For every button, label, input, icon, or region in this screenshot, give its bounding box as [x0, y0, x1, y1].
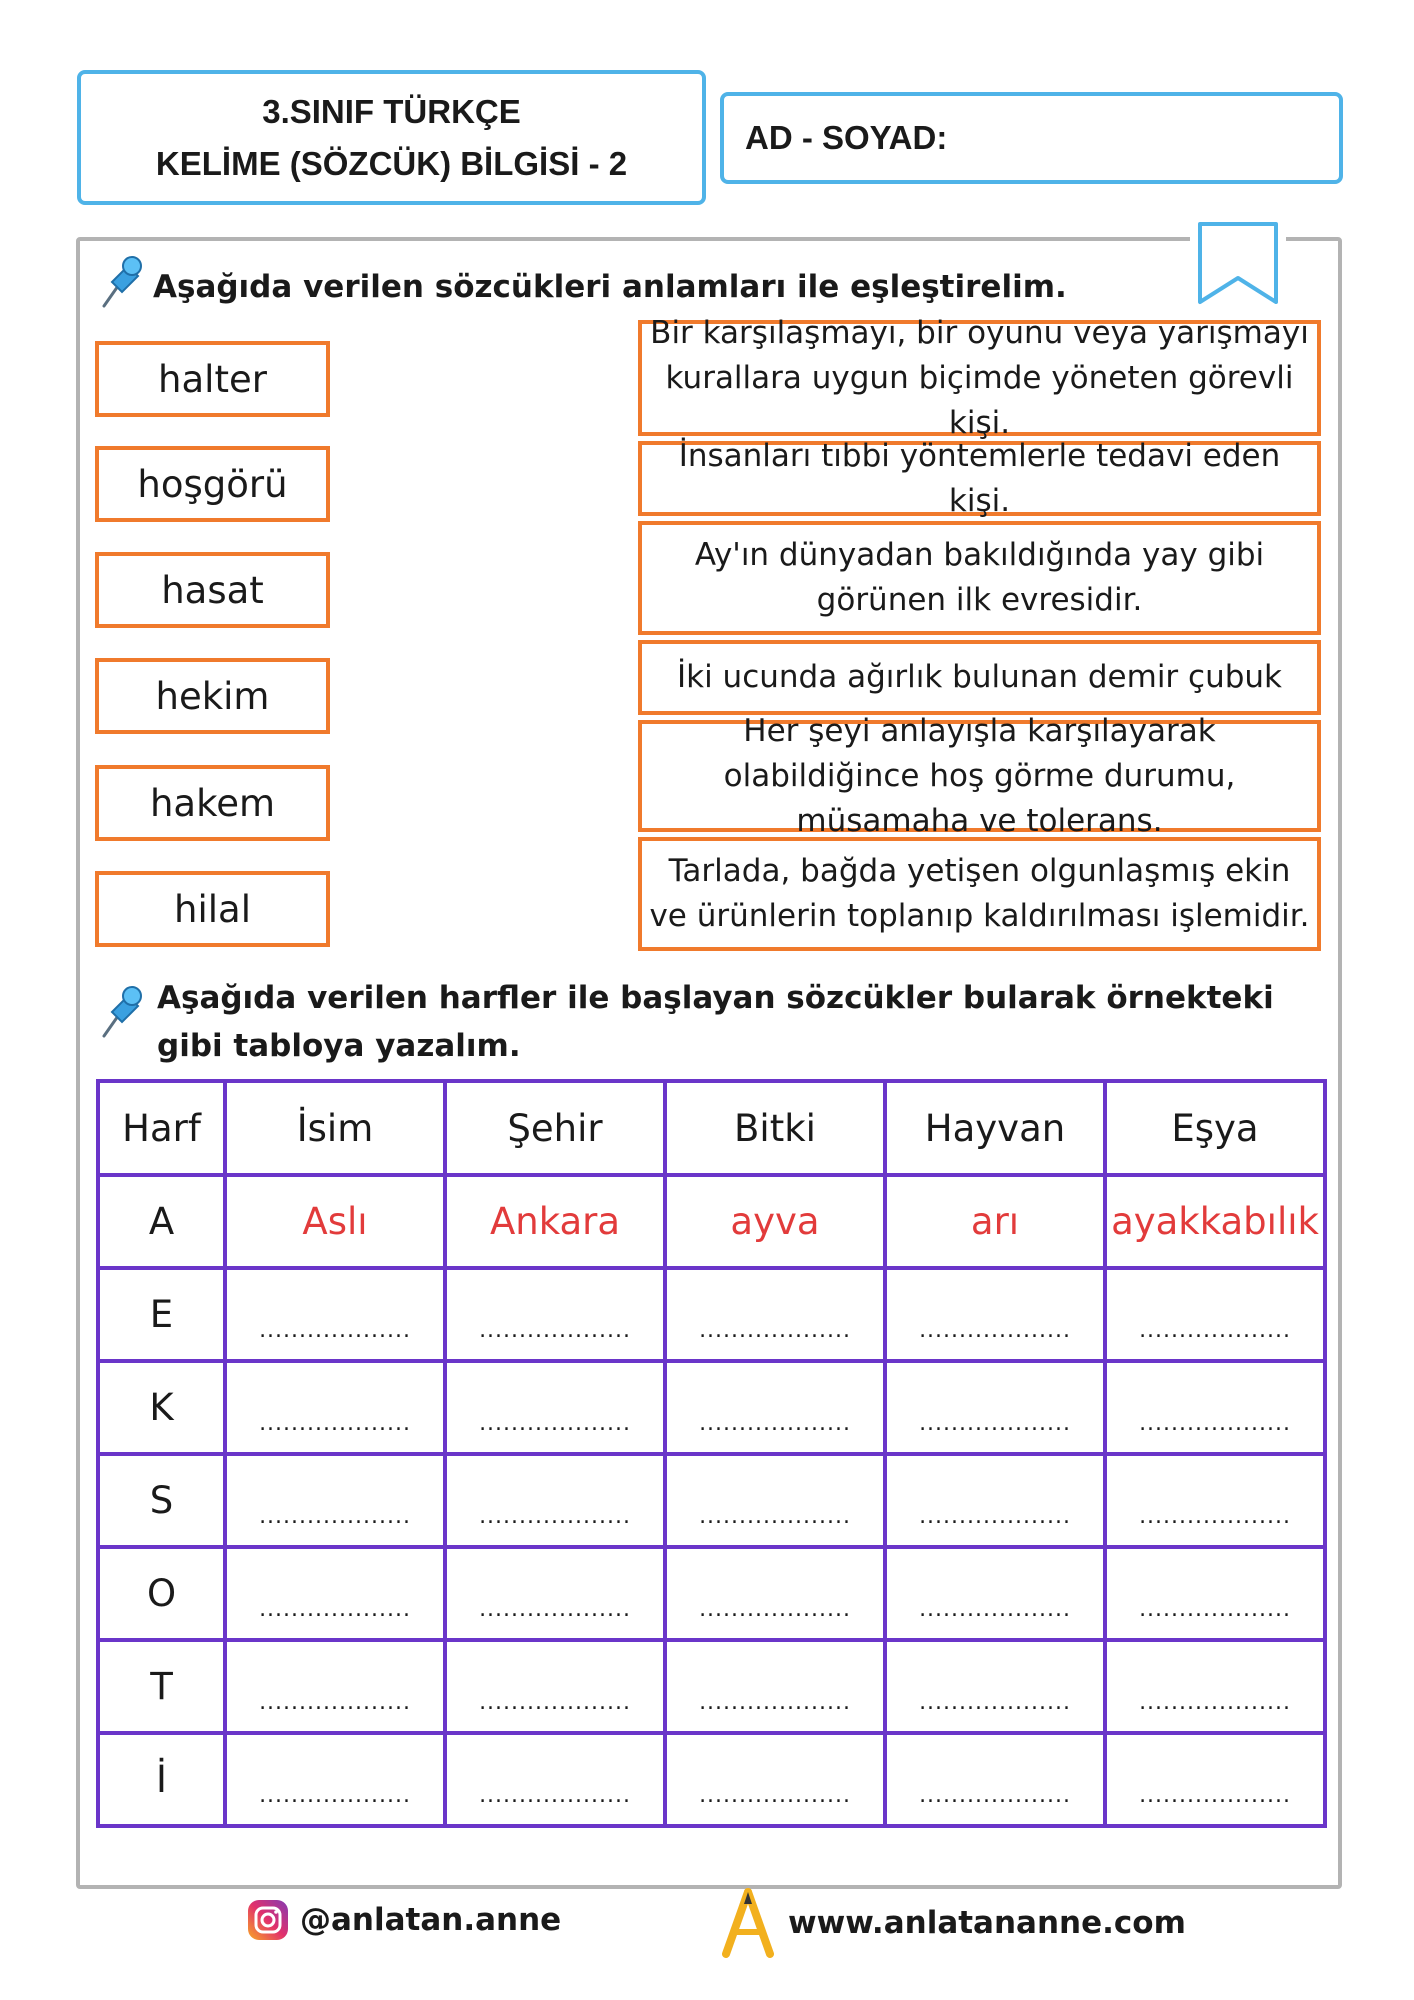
row-letter: E — [98, 1268, 225, 1361]
answer-blank: ................... — [919, 1690, 1071, 1715]
answer-cell[interactable] — [885, 1640, 1105, 1733]
definition-hilal[interactable]: Ay'ın dünyadan bakıldığında yay gibi görünen ilk evresidir. — [638, 521, 1321, 635]
answer-cell[interactable] — [1105, 1454, 1325, 1547]
answer-cell[interactable] — [1105, 1640, 1325, 1733]
answer-cell[interactable] — [445, 1547, 665, 1640]
answer-cell[interactable] — [1105, 1361, 1325, 1454]
table-instruction: Aşağıda verilen harfler ile başlayan sözcükler bularak örnekteki gibi tabloya yazalım. — [157, 980, 1274, 1064]
answer-cell[interactable] — [225, 1454, 445, 1547]
worksheet-title — [77, 70, 706, 205]
table-row — [98, 1733, 1325, 1826]
website-link[interactable] — [718, 1888, 1186, 1958]
word-hakem[interactable]: hakem — [95, 765, 330, 841]
instagram-icon — [246, 1898, 290, 1942]
answer-cell[interactable] — [1105, 1268, 1325, 1361]
header-esya: Eşya — [1105, 1081, 1325, 1175]
answer-cell[interactable] — [225, 1547, 445, 1640]
matching-instruction: Aşağıda verilen sözcükleri anlamları ile eşleştirelim. — [153, 269, 1067, 305]
title-line-2: KELİME (SÖZCÜK) BİLGİSİ - 2 — [155, 144, 628, 182]
answer-cell[interactable] — [885, 1268, 1105, 1361]
answer-cell[interactable] — [885, 1547, 1105, 1640]
answer-blank: ................... — [699, 1504, 851, 1529]
header-harf: Harf — [98, 1081, 225, 1175]
answer-blank: ................... — [479, 1318, 631, 1343]
answer-blank: ................... — [479, 1504, 631, 1529]
pushpin-icon — [94, 252, 146, 312]
bookmark-icon — [1190, 220, 1286, 310]
row-letter: A — [98, 1175, 225, 1268]
website-text: www.anlatananne.com — [788, 1905, 1186, 1941]
title-line-1: 3.SINIF TÜRKÇE — [262, 92, 521, 130]
row-letter: S — [98, 1454, 225, 1547]
header-hayvan: Hayvan — [885, 1081, 1105, 1175]
answer-blank: ................... — [479, 1690, 631, 1715]
example-cell: arı — [885, 1175, 1105, 1268]
answer-cell[interactable] — [445, 1268, 665, 1361]
row-letter: T — [98, 1640, 225, 1733]
table-row — [98, 1640, 1325, 1733]
pencil-a-logo-icon — [718, 1888, 778, 1958]
answer-blank: ................... — [1139, 1411, 1291, 1436]
answer-cell[interactable] — [445, 1733, 665, 1826]
answer-blank: ................... — [259, 1783, 411, 1808]
answer-blank: ................... — [919, 1597, 1071, 1622]
example-cell: ayva — [665, 1175, 885, 1268]
header-isim: İsim — [225, 1081, 445, 1175]
instagram-text: @anlatan.anne — [300, 1902, 562, 1938]
answer-blank: ................... — [1139, 1597, 1291, 1622]
answer-blank: ................... — [699, 1597, 851, 1622]
answer-cell[interactable] — [445, 1640, 665, 1733]
answer-cell[interactable] — [1105, 1733, 1325, 1826]
letter-words-table — [96, 1079, 1327, 1828]
definition-hosgoru[interactable]: Her şeyi anlayışla karşılayarak olabildiğince hoş görme durumu, müsamaha ve tolerans. — [638, 720, 1321, 832]
table-header-row — [98, 1081, 1325, 1175]
table-row — [98, 1547, 1325, 1640]
answer-blank: ................... — [699, 1411, 851, 1436]
answer-blank: ................... — [479, 1597, 631, 1622]
row-letter: İ — [98, 1733, 225, 1826]
answer-blank: ................... — [1139, 1504, 1291, 1529]
answer-blank: ................... — [259, 1690, 411, 1715]
answer-blank: ................... — [1139, 1318, 1291, 1343]
answer-cell[interactable] — [225, 1361, 445, 1454]
example-row — [98, 1175, 1325, 1268]
answer-blank: ................... — [919, 1504, 1071, 1529]
table-row — [98, 1268, 1325, 1361]
answer-blank: ................... — [699, 1690, 851, 1715]
example-cell: Ankara — [445, 1175, 665, 1268]
example-cell: ayakkabılık — [1105, 1175, 1325, 1268]
answer-cell[interactable] — [1105, 1547, 1325, 1640]
answer-blank: ................... — [919, 1411, 1071, 1436]
definition-hakem[interactable]: Bir karşılaşmayı, bir oyunu veya yarışmayı kurallara uygun biçimde yöneten görevli kişi. — [638, 320, 1321, 436]
answer-cell[interactable] — [445, 1454, 665, 1547]
answer-cell[interactable] — [885, 1733, 1105, 1826]
row-letter: O — [98, 1547, 225, 1640]
word-hilal[interactable]: hilal — [95, 871, 330, 947]
answer-blank: ................... — [699, 1318, 851, 1343]
header-bitki: Bitki — [665, 1081, 885, 1175]
row-letter: K — [98, 1361, 225, 1454]
header-sehir: Şehir — [445, 1081, 665, 1175]
answer-cell[interactable] — [665, 1454, 885, 1547]
word-hosgoru[interactable]: hoşgörü — [95, 446, 330, 522]
example-cell: Aslı — [225, 1175, 445, 1268]
table-row — [98, 1361, 1325, 1454]
answer-cell[interactable] — [665, 1361, 885, 1454]
answer-cell[interactable] — [885, 1361, 1105, 1454]
definition-hekim[interactable]: İnsanları tıbbi yöntemlerle tedavi eden kişi. — [638, 441, 1321, 516]
answer-blank: ................... — [919, 1318, 1071, 1343]
pushpin-icon — [94, 982, 146, 1042]
answer-cell[interactable] — [225, 1640, 445, 1733]
answer-blank: ................... — [479, 1783, 631, 1808]
answer-cell[interactable] — [665, 1733, 885, 1826]
table-row — [98, 1454, 1325, 1547]
name-field[interactable] — [720, 92, 1343, 184]
answer-cell[interactable] — [225, 1268, 445, 1361]
answer-blank: ................... — [259, 1504, 411, 1529]
answer-cell[interactable] — [445, 1361, 665, 1454]
word-halter[interactable]: halter — [95, 341, 330, 417]
answer-blank: ................... — [1139, 1690, 1291, 1715]
word-hasat[interactable]: hasat — [95, 552, 330, 628]
answer-blank: ................... — [919, 1783, 1071, 1808]
answer-cell[interactable] — [665, 1640, 885, 1733]
answer-cell[interactable] — [665, 1547, 885, 1640]
answer-blank: ................... — [259, 1597, 411, 1622]
answer-blank: ................... — [259, 1318, 411, 1343]
answer-cell[interactable] — [225, 1733, 445, 1826]
answer-cell[interactable] — [885, 1454, 1105, 1547]
answer-cell[interactable] — [665, 1268, 885, 1361]
answer-blank: ................... — [1139, 1783, 1291, 1808]
word-hekim[interactable]: hekim — [95, 658, 330, 734]
definition-halter[interactable]: İki ucunda ağırlık bulunan demir çubuk — [638, 640, 1321, 715]
answer-blank: ................... — [479, 1411, 631, 1436]
instagram-handle[interactable] — [246, 1898, 561, 1942]
definition-hasat[interactable]: Tarlada, bağda yetişen olgunlaşmış ekin ve ürünlerin toplanıp kaldırılması işlemidir. — [638, 837, 1321, 951]
answer-blank: ................... — [699, 1783, 851, 1808]
name-label: AD - SOYAD: — [745, 119, 948, 156]
answer-blank: ................... — [259, 1411, 411, 1436]
